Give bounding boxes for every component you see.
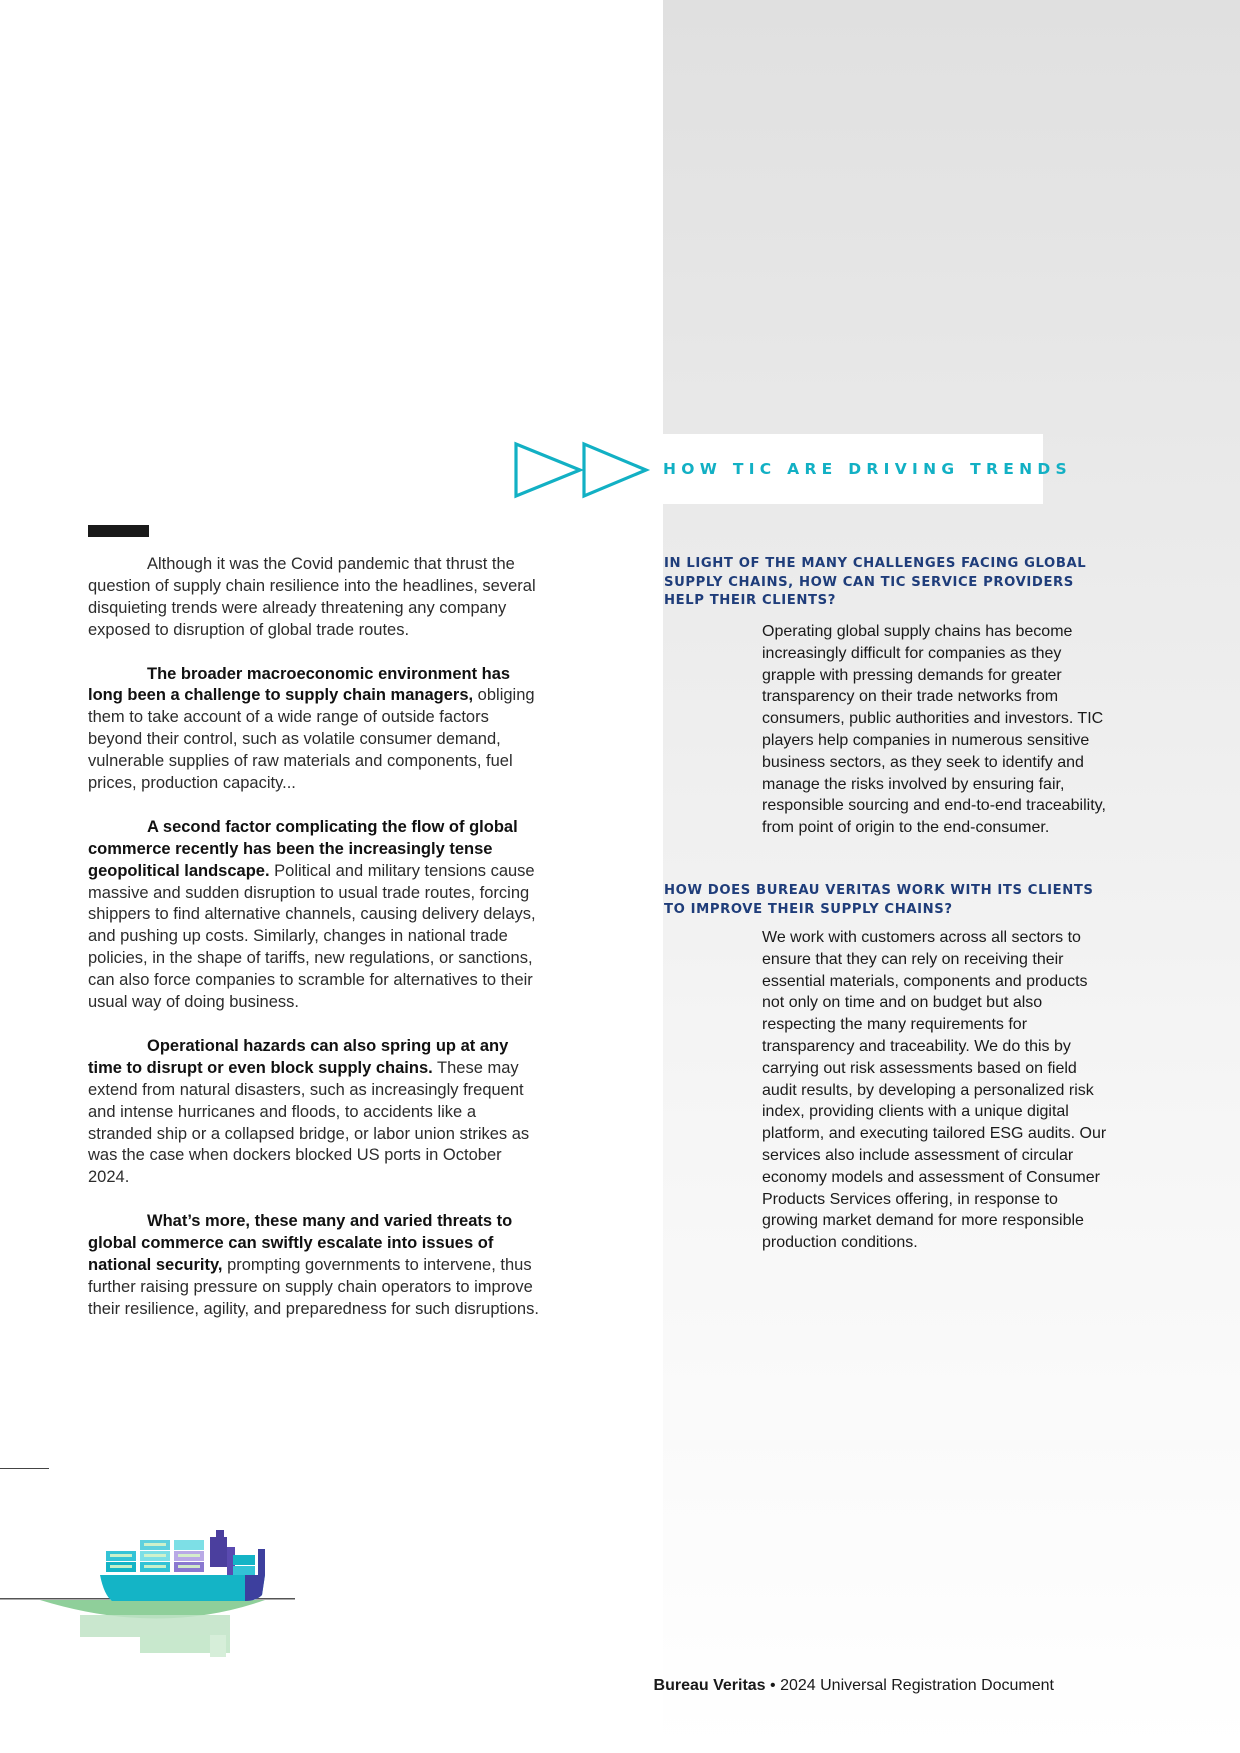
- cargo-ship-icon: [0, 1525, 300, 1670]
- paragraph: The broader macroeconomic environment has long been a challenge to supply chain managers, obliging them to take account of a wide range of outside factors beyond their control, such as volatile consumer demand, vulnerable supplies of raw materials and components, fuel prices, production capacity...: [88, 664, 535, 793]
- paragraph: A second factor complicating the flow of global commerce recently has been the increasingly tense geopolitical landscape. Political and military tensions cause massive and sudden disruption to usual trade routes, forcing shippers to find alternative channels, causing delivery delays, and pushing up costs. Similarly, changes in national trade policies, in the shape of tariffs, new regulations, or sanctions, can also force companies to scramble for alternatives to their usual way of doing business.: [88, 817, 536, 1012]
- footer-company: Bureau Veritas: [653, 1677, 766, 1694]
- section-marker-bar: [88, 525, 149, 537]
- answer-text: Operating global supply chains has become increasingly difficult for companies as they grapple with pressing demands for greater transparency on their trade networks from consumers, public authorities and investors. TIC players help companies in numerous sensitive business sectors, as they seek to identify and manage the risks involved by ensuring fair, responsible sourcing and end-to-end traceability, from point of origin to the end-consumer.: [762, 623, 1106, 837]
- paragraph: Operational hazards can also spring up at any time to disrupt or even block supply chains. These may extend from natural disasters, such as increasingly frequent and intense hurricanes and floods, to accidents like a stranded ship or a collapsed bridge, or labor union strikes as was the case when dockers blocked US ports in October 2024.: [88, 1036, 530, 1187]
- page-footer: [650, 1677, 1054, 1695]
- left-column-text: [88, 554, 543, 1343]
- question-heading: HOW DOES BUREAU VERITAS WORK WITH ITS CLIENTS TO IMPROVE THEIR SUPPLY CHAINS?: [664, 883, 1094, 917]
- right-gray-panel: [663, 0, 1240, 1753]
- answer-text: We work with customers across all sectors to ensure that they can rely on receiving their essential materials, components and products not only on time and on budget but also respecting the many requirements for transparency and traceability. We do this by carrying out risk assessments based on field audit results, by developing a personalized risk index, providing clients with a unique digital platform, and executing tailored ESG audits. Our services also include assessment of circular economy models and assessment of Consumer Products Services offering, in response to growing market demand for more responsible production conditions.: [762, 929, 1107, 1252]
- footer-document: 2024 Universal Registration Document: [780, 1677, 1054, 1694]
- footer-separator: •: [765, 1677, 781, 1694]
- double-triangle-arrows-icon: [512, 440, 652, 502]
- question-heading: IN LIGHT OF THE MANY CHALLENGES FACING GLOBAL SUPPLY CHAINS, HOW CAN TIC SERVICE PROVIDERS HELP THEIR CLIENTS?: [664, 556, 1087, 608]
- paragraph: Although it was the Covid pandemic that thrust the question of supply chain resilience into the headlines, several disquieting trends were already threatening any company exposed to disruption of global trade routes.: [88, 555, 536, 639]
- paragraph: What’s more, these many and varied threats to global commerce can swiftly escalate into issues of national security, prompting governments to intervene, thus further raising pressure on supply chain operators to improve their resilience, agility, and preparedness for such disruptions.: [88, 1212, 539, 1318]
- section-banner-title: HOW TIC ARE DRIVING TRENDS: [663, 460, 1072, 478]
- margin-rule: [0, 1468, 49, 1469]
